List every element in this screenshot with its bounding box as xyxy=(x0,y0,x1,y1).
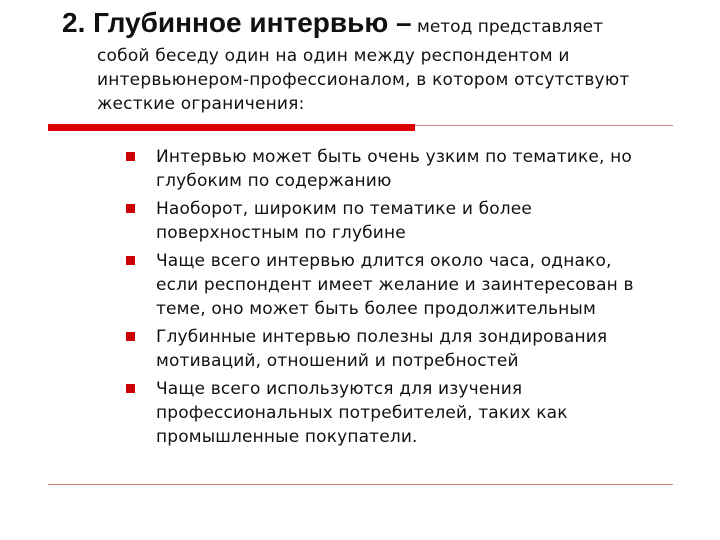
title-line-4: жесткие ограничения: xyxy=(97,94,305,114)
title-lead-text: метод представляет xyxy=(411,17,604,37)
title-heading: 2. Глубинное интервью – xyxy=(62,7,412,38)
title-line-3: интервьюнером-профессионалом, в котором отсутствуют xyxy=(97,70,630,90)
bullet-line: теме, оно может быть более продолжительным xyxy=(156,299,596,319)
square-bullet-icon xyxy=(126,256,135,265)
bullet-line: промышленные покупатели. xyxy=(156,427,418,447)
slide-title xyxy=(62,6,712,116)
bottom-divider xyxy=(48,484,673,485)
square-bullet-icon xyxy=(126,152,135,161)
red-accent-bar xyxy=(48,124,415,131)
bullet-line: если респондент имеет желание и заинтересован в xyxy=(156,275,634,295)
bullet-item xyxy=(122,377,702,449)
bullet-line: профессиональных потребителей, таких как xyxy=(156,403,568,423)
title-first-line xyxy=(62,6,712,44)
bullet-line: Чаще всего используются для изучения xyxy=(156,379,523,399)
bullet-line: глубоким по содержанию xyxy=(156,171,392,191)
title-line-2: собой беседу один на один между респондентом и xyxy=(97,46,570,66)
bullet-line: Чаще всего интервью длится около часа, однако, xyxy=(156,251,612,271)
bullet-line: Интервью может быть очень узким по тематике, но xyxy=(156,147,632,167)
bullet-item xyxy=(122,197,702,245)
square-bullet-icon xyxy=(126,332,135,341)
square-bullet-icon xyxy=(126,384,135,393)
bullet-item xyxy=(122,145,702,193)
bullet-line: Глубинные интервью полезны для зондирования xyxy=(156,327,608,347)
title-continuation xyxy=(97,44,712,116)
bullet-line: поверхностным по глубине xyxy=(156,223,406,243)
bullet-line: мотиваций, отношений и потребностей xyxy=(156,351,519,371)
square-bullet-icon xyxy=(126,204,135,213)
bullet-item xyxy=(122,325,702,373)
bullet-line: Наоборот, широким по тематике и более xyxy=(156,199,533,219)
bullet-list xyxy=(122,145,702,453)
bullet-item xyxy=(122,249,702,321)
